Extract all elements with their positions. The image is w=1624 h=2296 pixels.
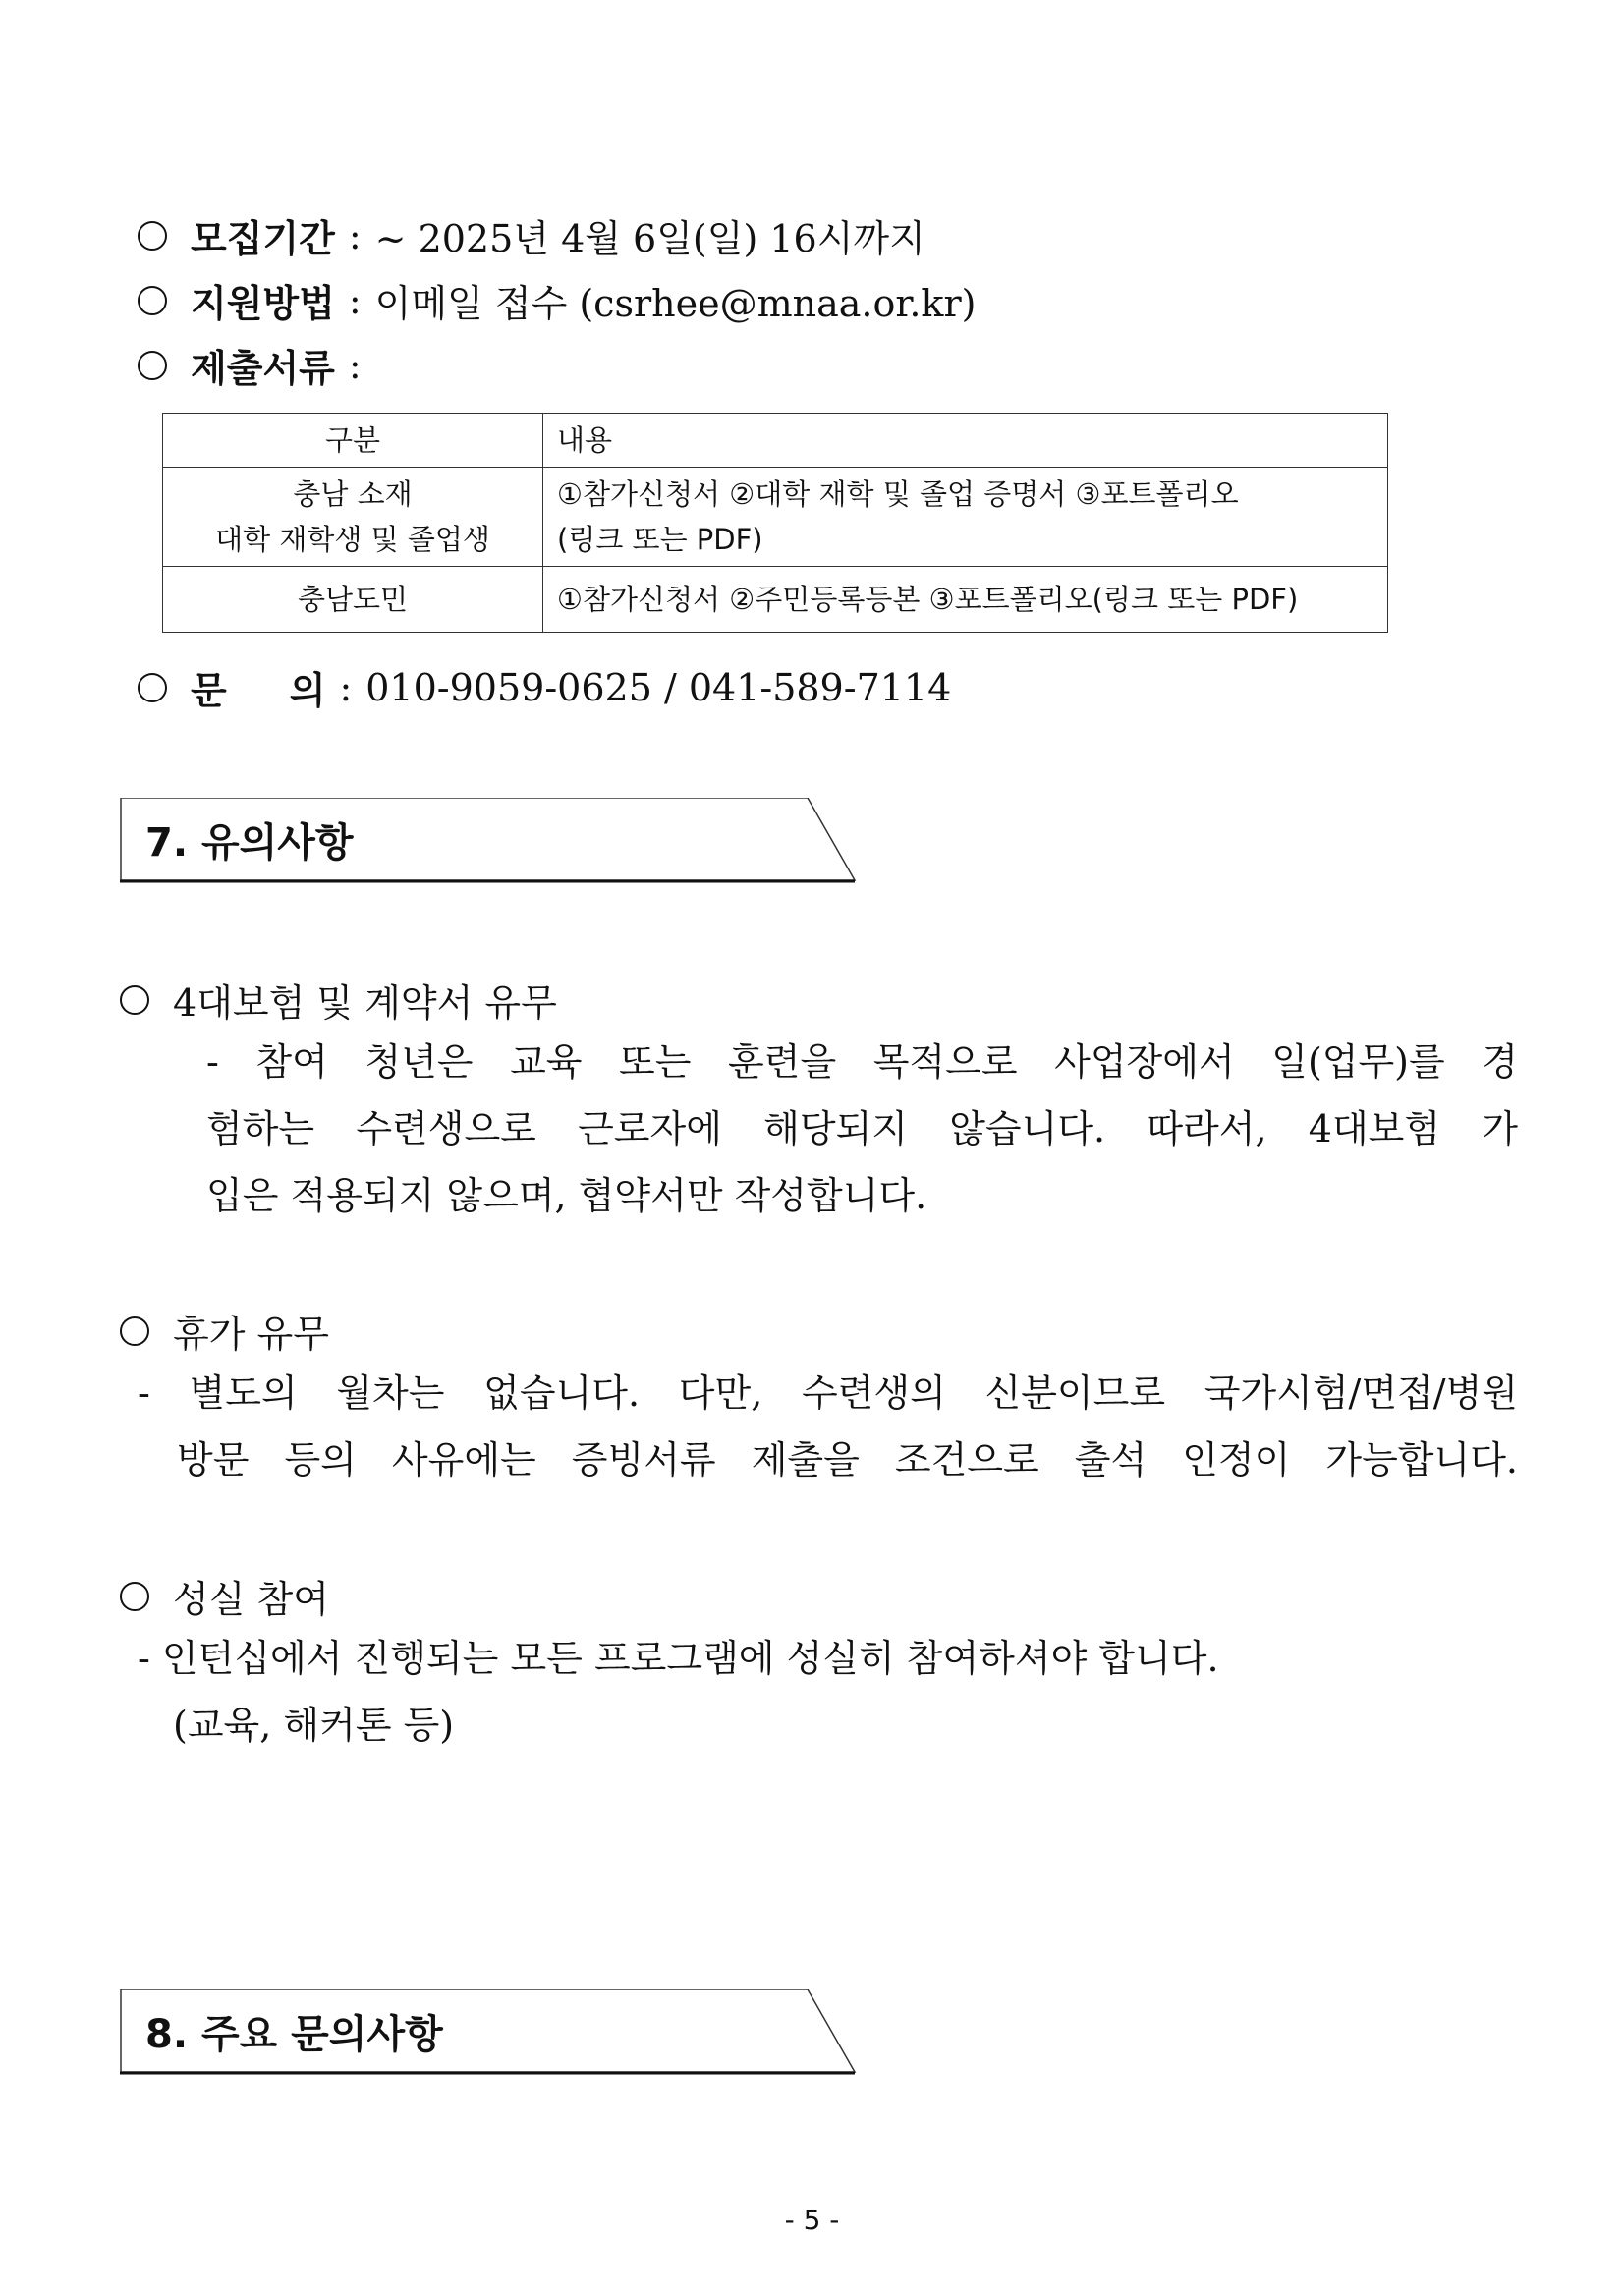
paragraph-line: 방문 등의 사유에는 증빙서류 제출을 조건으로 출석 인정이 가능합니다. <box>177 1438 1518 1482</box>
recruit-period-label: 모집기간 <box>191 217 335 260</box>
circle-bullet-icon <box>138 673 167 702</box>
paragraph-line: (교육, 해커톤 등) <box>173 1704 455 1747</box>
apply-method-line <box>138 273 976 327</box>
circle-bullet-icon <box>120 1582 149 1611</box>
section-7-header <box>120 798 857 886</box>
table-header-category: 구분 <box>163 414 543 468</box>
page-number: - 5 - <box>784 2204 840 2236</box>
recruit-period-line <box>138 208 925 262</box>
table-cell-content <box>543 567 1388 633</box>
item-insurance-body <box>206 1029 1518 1229</box>
circle-bullet-icon <box>120 1316 149 1346</box>
apply-method-value: 이메일 접수 (csrhee@mnaa.or.kr) <box>374 282 977 325</box>
item-participation-body <box>138 1625 1518 1759</box>
table-header-row <box>163 414 1388 468</box>
paragraph-line: - 참여 청년은 교육 또는 훈련을 목적으로 사업장에서 일(업무)를 경 <box>206 1040 1518 1084</box>
inquiry-label-1: 문 <box>191 669 227 712</box>
inquiry-colon: : <box>339 665 353 709</box>
table-row <box>163 567 1388 633</box>
recruit-period-value: ~ 2025년 4월 6일(일) 16시까지 <box>374 217 925 260</box>
item-participation-title: 성실 참여 <box>173 1578 329 1621</box>
item-insurance-title: 4대보험 및 계약서 유무 <box>173 981 557 1025</box>
inquiry-line <box>138 660 951 714</box>
table-cell-category <box>163 567 543 633</box>
section-8-title: 8. 주요 문의사항 <box>145 2012 443 2057</box>
recruit-period-colon: : <box>348 213 362 257</box>
category-line: 충남 소재 <box>293 477 413 511</box>
documents-colon: : <box>348 343 362 387</box>
documents-line <box>138 338 375 392</box>
category-line: 대학 재학생 및 졸업생 <box>215 523 490 556</box>
content-line: ①참가신청서 ②주민등록등본 ③포트폴리오(링크 또는 PDF) <box>557 583 1299 616</box>
inquiry-value: 010-9059-0625 / 041-589-7114 <box>365 665 952 709</box>
category-line: 충남도민 <box>297 583 409 616</box>
apply-method-label: 지원방법 <box>191 282 335 325</box>
section-8-header <box>120 1989 857 2078</box>
item-vacation-body <box>138 1360 1518 1493</box>
paragraph-line: 입은 적용되지 않으며, 협약서만 작성합니다. <box>206 1174 927 1217</box>
circle-bullet-icon <box>138 351 167 380</box>
item-participation-heading <box>120 1569 329 1623</box>
table-row <box>163 468 1388 567</box>
apply-method-colon: : <box>348 278 362 322</box>
circle-bullet-icon <box>138 286 167 315</box>
section-7-title: 7. 유의사항 <box>145 820 354 866</box>
inquiry-label-2: 의 <box>289 669 326 712</box>
table-header-content: 내용 <box>543 414 1388 468</box>
paragraph-line: - 별도의 월차는 없습니다. 다만, 수련생의 신분이므로 국가시험/면접/병원 <box>138 1372 1518 1415</box>
circle-bullet-icon <box>138 221 167 251</box>
item-vacation-heading <box>120 1304 329 1358</box>
table-cell-content <box>543 468 1388 567</box>
item-vacation-title: 휴가 유무 <box>173 1313 329 1356</box>
circle-bullet-icon <box>120 985 149 1015</box>
paragraph-line: - 인턴십에서 진행되는 모든 프로그램에 성실히 참여하셔야 합니다. <box>138 1637 1219 1680</box>
documents-label: 제출서류 <box>191 347 335 390</box>
content-line: (링크 또는 PDF) <box>557 523 763 556</box>
item-insurance-heading <box>120 973 557 1027</box>
table-cell-category <box>163 468 543 567</box>
documents-table <box>162 413 1388 633</box>
content-line: ①참가신청서 ②대학 재학 및 졸업 증명서 ③포트폴리오 <box>557 477 1239 511</box>
paragraph-line: 험하는 수련생으로 근로자에 해당되지 않습니다. 따라서, 4대보험 가 <box>206 1107 1518 1150</box>
